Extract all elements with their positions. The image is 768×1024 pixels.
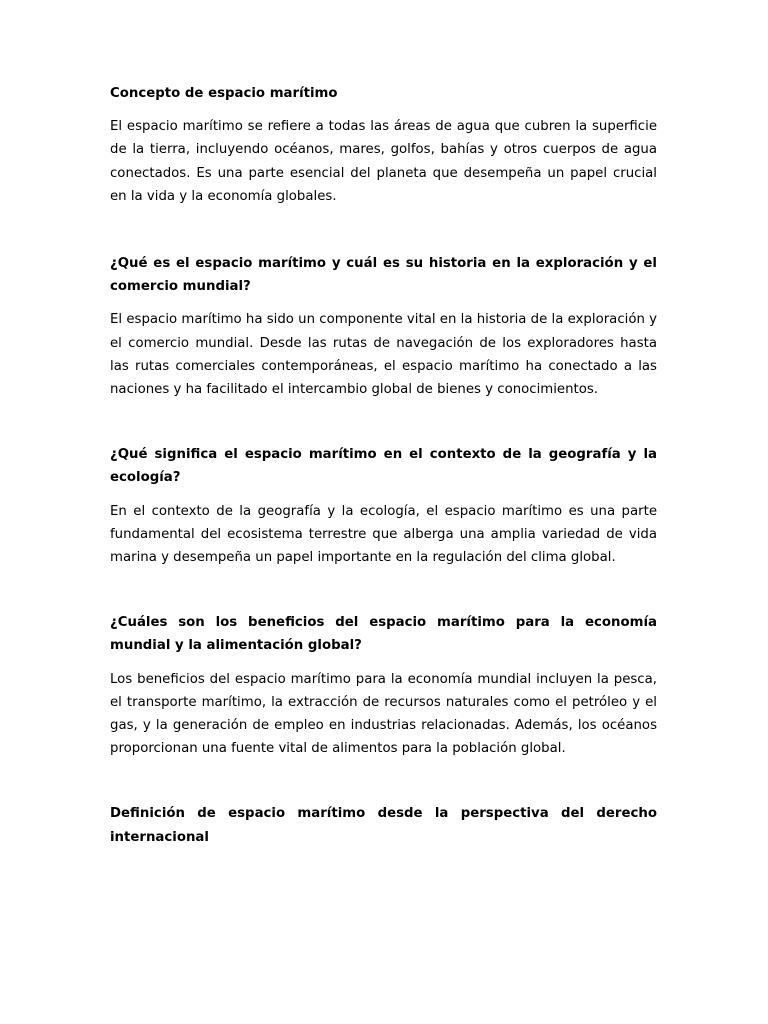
section-heading: ¿Qué significa el espacio marítimo en el contexto de la geografía y la ecología? — [110, 447, 657, 486]
section-paragraph: Los beneficios del espacio marítimo para la economía mundial incluyen la pesca, el transporte marítimo, la extracción de recursos naturales como el petróleo y el gas, y la generación de empleo en industrias relacionadas. Además, los océanos proporcionan una fuente vital de alimentos para la población global. — [110, 671, 657, 757]
document-page — [110, 82, 657, 849]
section-heading: Definición de espacio marítimo desde la perspectiva del derecho internacional — [110, 806, 657, 845]
section-beneficios — [110, 611, 657, 760]
section-heading: ¿Qué es el espacio marítimo y cuál es su historia en la exploración y el comercio mundial? — [110, 256, 657, 295]
section-geografia-ecologia — [110, 443, 657, 569]
section-paragraph: El espacio marítimo se refiere a todas las áreas de agua que cubren la superficie de la tierra, incluyendo océanos, mares, golfos, bahías y otros cuerpos de agua conectados. Es una parte esencial del planeta que desempeña un papel crucial en la vida y la economía globales. — [110, 119, 657, 204]
section-paragraph: En el contexto de la geografía y la ecología, el espacio marítimo es una parte fundamental del ecosistema terrestre que alberga una amplia variedad de vida marina y desempeña un papel importante en la regulación del clima global. — [110, 503, 657, 566]
section-heading: ¿Cuáles son los beneficios del espacio marítimo para la economía mundial y la alimentación global? — [110, 615, 657, 654]
section-historia — [110, 252, 657, 401]
section-heading: Concepto de espacio marítimo — [110, 86, 338, 101]
section-paragraph: El espacio marítimo ha sido un componente vital en la historia de la exploración y el comercio mundial. Desde las rutas de navegación de los exploradores hasta las rutas comerciales contemporáneas, el espacio marítimo ha conectado a las naciones y ha facilitado el intercambio global de bienes y conocimientos. — [110, 312, 657, 398]
section-derecho-internacional — [110, 802, 657, 848]
section-concepto — [110, 82, 657, 208]
